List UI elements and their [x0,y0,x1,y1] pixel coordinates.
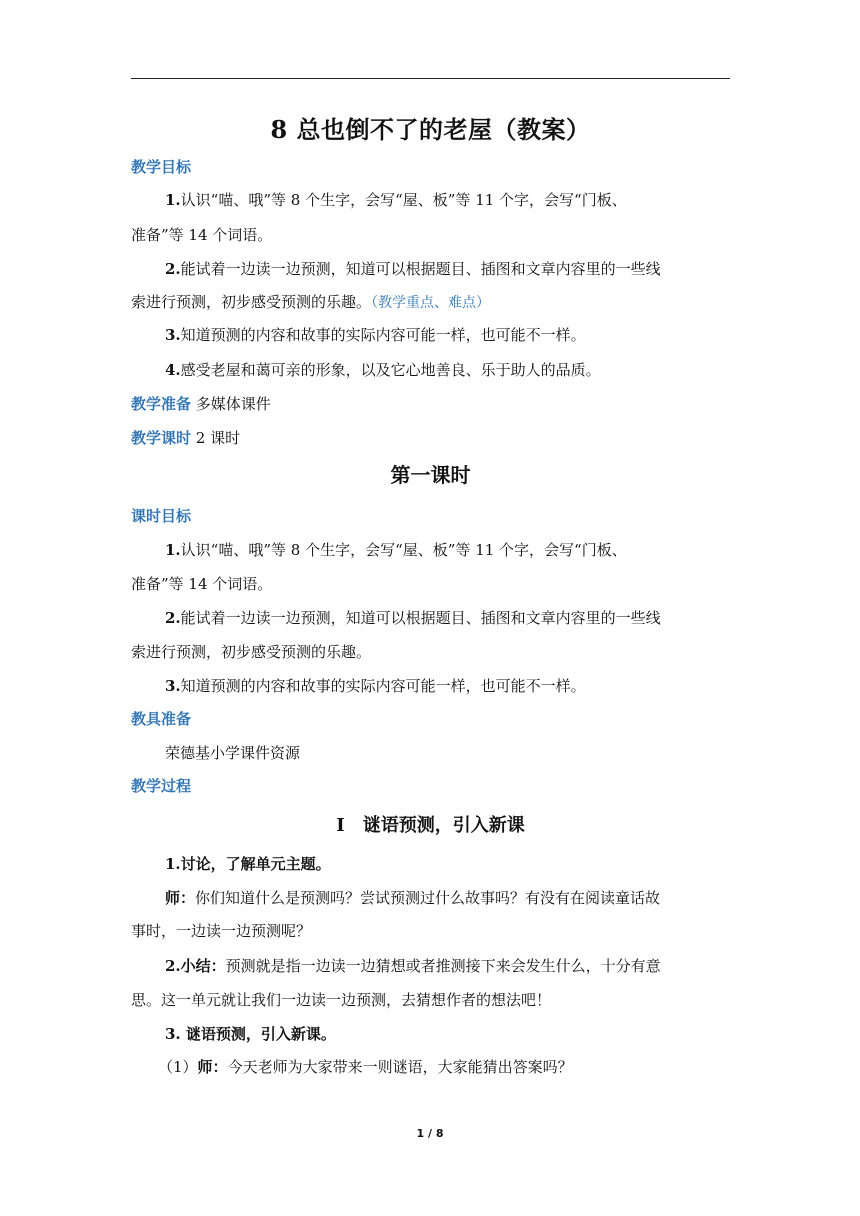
goal-1-line1: 1.认识“喵、哦”等 8 个生字，会写“屋、板”等 11 个字，会写“门板、 [165,191,627,209]
tools-heading: 教具准备 [131,710,192,728]
lesson1-title: 第一课时 [390,463,471,487]
step-1: 1.讨论，了解单元主题。 [165,855,331,873]
teacher-question-line1: 师：你们知道什么是预测吗？尝试预测过什么故事吗？有没有在阅读童话故 [165,889,661,907]
summary-line1: 2.小结：预测就是指一边读一边猜想或者推测接下来会发生什么，十分有意 [165,957,661,975]
page-title: 8 总也倒不了的老屋（教案） [270,115,591,144]
teaching-prep: 教学准备 多媒体课件 [131,395,271,413]
step-3: 3. 谜语预测，引入新课。 [165,1025,336,1043]
sub-step-1: （1）师：今天老师为大家带来一则谜语，大家能猜出答案吗？ [158,1058,573,1076]
teacher-question-line2: 事时，一边读一边预测呢？ [131,922,312,940]
goal-3: 3.知道预测的内容和故事的实际内容可能一样，也可能不一样。 [165,326,586,344]
section1-title: Ⅰ 谜语预测，引入新课 [336,815,525,836]
tools-value: 荣德基小学课件资源 [165,744,301,762]
teaching-hours: 教学课时 2 课时 [131,429,241,447]
lesson-goals-heading: 课时目标 [131,507,192,525]
process-heading: 教学过程 [131,777,192,795]
goal-2-line2: 索进行预测，初步感受预测的乐趣。（教学重点、难点） [131,293,491,311]
lesson-goal-2-line2: 索进行预测，初步感受预测的乐趣。 [131,643,372,661]
page-number: 1 / 8 [416,1127,444,1140]
header-rule [131,78,730,79]
goal-1-line2: 准备”等 14 个词语。 [131,226,273,244]
goal-4: 4.感受老屋和蔼可亲的形象，以及它心地善良、乐于助人的品质。 [165,361,601,379]
lesson-goal-2-line1: 2.能试着一边读一边预测，知道可以根据题目、插图和文章内容里的一些线 [165,609,661,627]
lesson-goal-1-line1: 1.认识“喵、哦”等 8 个生字，会写“屋、板”等 11 个字，会写“门板、 [165,541,627,559]
lesson-goal-1-line2: 准备”等 14 个词语。 [131,575,273,593]
goal-2-line1: 2.能试着一边读一边预测，知道可以根据题目、插图和文章内容里的一些线 [165,260,661,278]
goals-heading: 教学目标 [131,158,192,176]
lesson-goal-3: 3.知道预测的内容和故事的实际内容可能一样，也可能不一样。 [165,677,586,695]
summary-line2: 思。这一单元就让我们一边读一边预测，去猜想作者的想法吧！ [131,991,552,1009]
key-point-note: （教学重点、难点） [371,295,491,311]
